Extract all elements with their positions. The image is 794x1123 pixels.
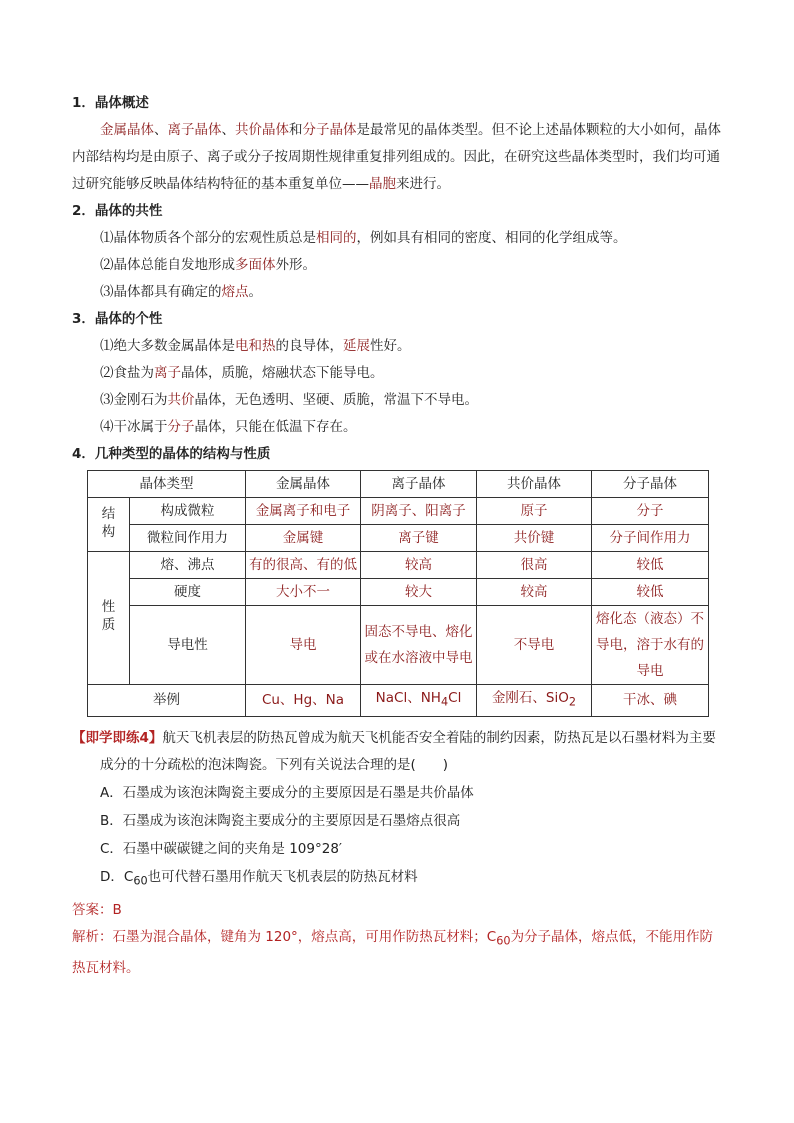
table-header-cell: 晶体类型: [88, 471, 246, 498]
text: D．C: [100, 868, 134, 885]
highlight: 离子: [154, 365, 181, 381]
row-label-cell: 举例: [88, 685, 246, 717]
exercise-stem: [72, 725, 722, 779]
term-covalent-crystal: 共价晶体: [235, 122, 289, 138]
text: 的良导体，: [275, 338, 343, 354]
table-header-cell: 分子晶体: [592, 471, 709, 498]
table-cell: 分子: [592, 498, 709, 525]
table-cell: 很高: [477, 552, 592, 579]
row-label-cell: 构成微粒: [130, 498, 246, 525]
table-cell: [361, 685, 477, 717]
table-cell: 不导电: [477, 606, 592, 685]
text: ⑶金刚石为: [100, 392, 168, 408]
row-label-cell: 微粒间作用力: [130, 525, 246, 552]
table-row: [88, 685, 709, 717]
section-2-item-1: [72, 225, 722, 252]
table-cell: 有的很高、有的低: [246, 552, 361, 579]
term-unit-cell: 晶胞: [369, 176, 396, 192]
table-cell: 分子间作用力: [592, 525, 709, 552]
section-1-title: 1．晶体概述: [72, 95, 149, 111]
table-cell: 较大: [361, 579, 477, 606]
section-1-paragraph: [72, 117, 722, 198]
section-3-item-3: [72, 387, 722, 414]
section-4-title: 4．几种类型的晶体的结构与性质: [72, 446, 271, 462]
subscript: 60: [133, 874, 148, 888]
text: ⑷干冰属于: [100, 419, 168, 435]
exercise-block: [72, 725, 722, 982]
table-cell: 较高: [361, 552, 477, 579]
exercise-question: 航天飞机表层的防热瓦曾成为航天飞机能否安全着陆的制约因素，防热瓦是以石墨材料为主要成分的十分疏松的泡沫陶瓷。下列有关说法合理的是( ): [100, 729, 716, 773]
section-3-item-1: [72, 333, 722, 360]
term-ionic-crystal: 离子晶体: [167, 122, 222, 138]
text: Cl: [448, 690, 462, 706]
text: 性好。: [370, 338, 411, 354]
subscript: 2: [568, 695, 577, 709]
text: 和: [289, 122, 303, 138]
section-3-title: 3．晶体的个性: [72, 311, 163, 327]
table-row: [88, 606, 709, 685]
section-2-item-3: [72, 279, 722, 306]
highlight: 相同的: [316, 230, 357, 246]
section-3-item-2: [72, 360, 722, 387]
crystal-comparison-table: [87, 470, 709, 717]
highlight: 电和热: [235, 338, 276, 354]
table-header-cell: 金属晶体: [246, 471, 361, 498]
table-cell: 较高: [477, 579, 592, 606]
term-metal-crystal: 金属晶体: [100, 122, 154, 138]
text: 也可代替石墨用作航天飞机表层的防热瓦材料: [147, 868, 418, 885]
option-b[interactable]: B．石墨成为该泡沫陶瓷主要成分的主要原因是石墨熔点很高: [100, 812, 461, 829]
subscript: 4: [440, 695, 449, 709]
table-cell: 大小不一: [246, 579, 361, 606]
table-cell: 阴离子、阳离子: [361, 498, 477, 525]
group-structure-cell: [88, 498, 130, 552]
option-a[interactable]: A．石墨成为该泡沫陶瓷主要成分的主要原因是石墨是共价晶体: [100, 784, 474, 801]
text: 晶体，只能在低温下存在。: [194, 419, 357, 435]
table-header-cell: 离子晶体: [361, 471, 477, 498]
table-header-cell: 共价晶体: [477, 471, 592, 498]
table-cell: 金属键: [246, 525, 361, 552]
document-content: [72, 90, 722, 982]
table-row: [88, 498, 709, 525]
text: 来进行。: [396, 176, 450, 192]
analysis-paragraph: [72, 924, 722, 982]
row-label-cell: 熔、沸点: [130, 552, 246, 579]
row-label-cell: 导电性: [130, 606, 246, 685]
table-cell: 固态不导电、熔化或在水溶液中导电: [361, 606, 477, 685]
table-cell: [477, 685, 592, 717]
text: ⑶晶体都具有确定的: [100, 284, 222, 300]
table-cell: 原子: [477, 498, 592, 525]
text: 外形。: [275, 257, 316, 273]
text: 为分子晶体，熔点低，不能用作防热瓦材料。: [72, 929, 714, 977]
group-property-label: 性质: [101, 599, 116, 633]
text: 。: [248, 284, 262, 300]
text: 晶体，质脆，熔融状态下能导电。: [181, 365, 384, 381]
subscript: 60: [496, 935, 511, 949]
section-3-item-4: [72, 414, 722, 441]
group-property-cell: [88, 552, 130, 685]
answer-line: 答案：B: [72, 902, 122, 919]
table-cell: 金属离子和电子: [246, 498, 361, 525]
option-d[interactable]: [72, 863, 722, 896]
text: ⑴绝大多数金属晶体是: [100, 338, 235, 354]
text: 、: [221, 122, 235, 138]
text: 金刚石、SiO: [491, 690, 569, 706]
text: 、: [154, 122, 168, 138]
table-row: [88, 525, 709, 552]
section-2-item-2: [72, 252, 722, 279]
option-c[interactable]: C．石墨中碳碳键之间的夹角是 109°28′: [100, 840, 342, 857]
table-cell: Cu、Hg、Na: [246, 685, 361, 717]
text: ⑵晶体总能自发地形成: [100, 257, 235, 273]
table-row: [88, 552, 709, 579]
table-header-row: [88, 471, 709, 498]
highlight: 分子: [167, 419, 195, 435]
highlight: 多面体: [235, 257, 276, 273]
text: 晶体，无色透明、坚硬、质脆，常温下不导电。: [194, 392, 478, 408]
table-cell: 共价键: [477, 525, 592, 552]
table-cell: 离子键: [361, 525, 477, 552]
table-cell: 导电: [246, 606, 361, 685]
text: 解析：石墨为混合晶体，键角为 120°，熔点高，可用作防热瓦材料；C: [72, 929, 497, 946]
exercise-tag: 【即学即练4】: [72, 729, 163, 746]
table-cell: 干冰、碘: [592, 685, 709, 717]
table-row: [88, 579, 709, 606]
text: ⑵食盐为: [100, 365, 154, 381]
text: ，例如具有相同的密度、相同的化学组成等。: [356, 230, 627, 246]
table-cell: 较低: [592, 552, 709, 579]
table-cell: 熔化态（液态）不导电，溶于水有的导电: [592, 606, 709, 685]
group-structure-label: 结构: [101, 505, 116, 540]
highlight: 共价: [167, 392, 195, 408]
section-2-title: 2．晶体的共性: [72, 203, 163, 219]
text: ⑴晶体物质各个部分的宏观性质总是: [100, 230, 316, 246]
highlight: 熔点: [221, 284, 249, 300]
highlight: 延展: [343, 338, 370, 354]
text: NaCl、NH: [375, 690, 441, 706]
row-label-cell: 硬度: [130, 579, 246, 606]
text: 是最常见的晶体类型。但不论上述晶体颗粒的大小如何，晶体内部结构均是由原子、离子或分子按周期性规律重复排列组成的。因此，在研究这些晶体类型时，我们均可通过研究能够反映晶体结构特征的基本重复单位——: [72, 122, 721, 192]
term-molecular-crystal: 分子晶体: [302, 122, 357, 138]
table-cell: 较低: [592, 579, 709, 606]
